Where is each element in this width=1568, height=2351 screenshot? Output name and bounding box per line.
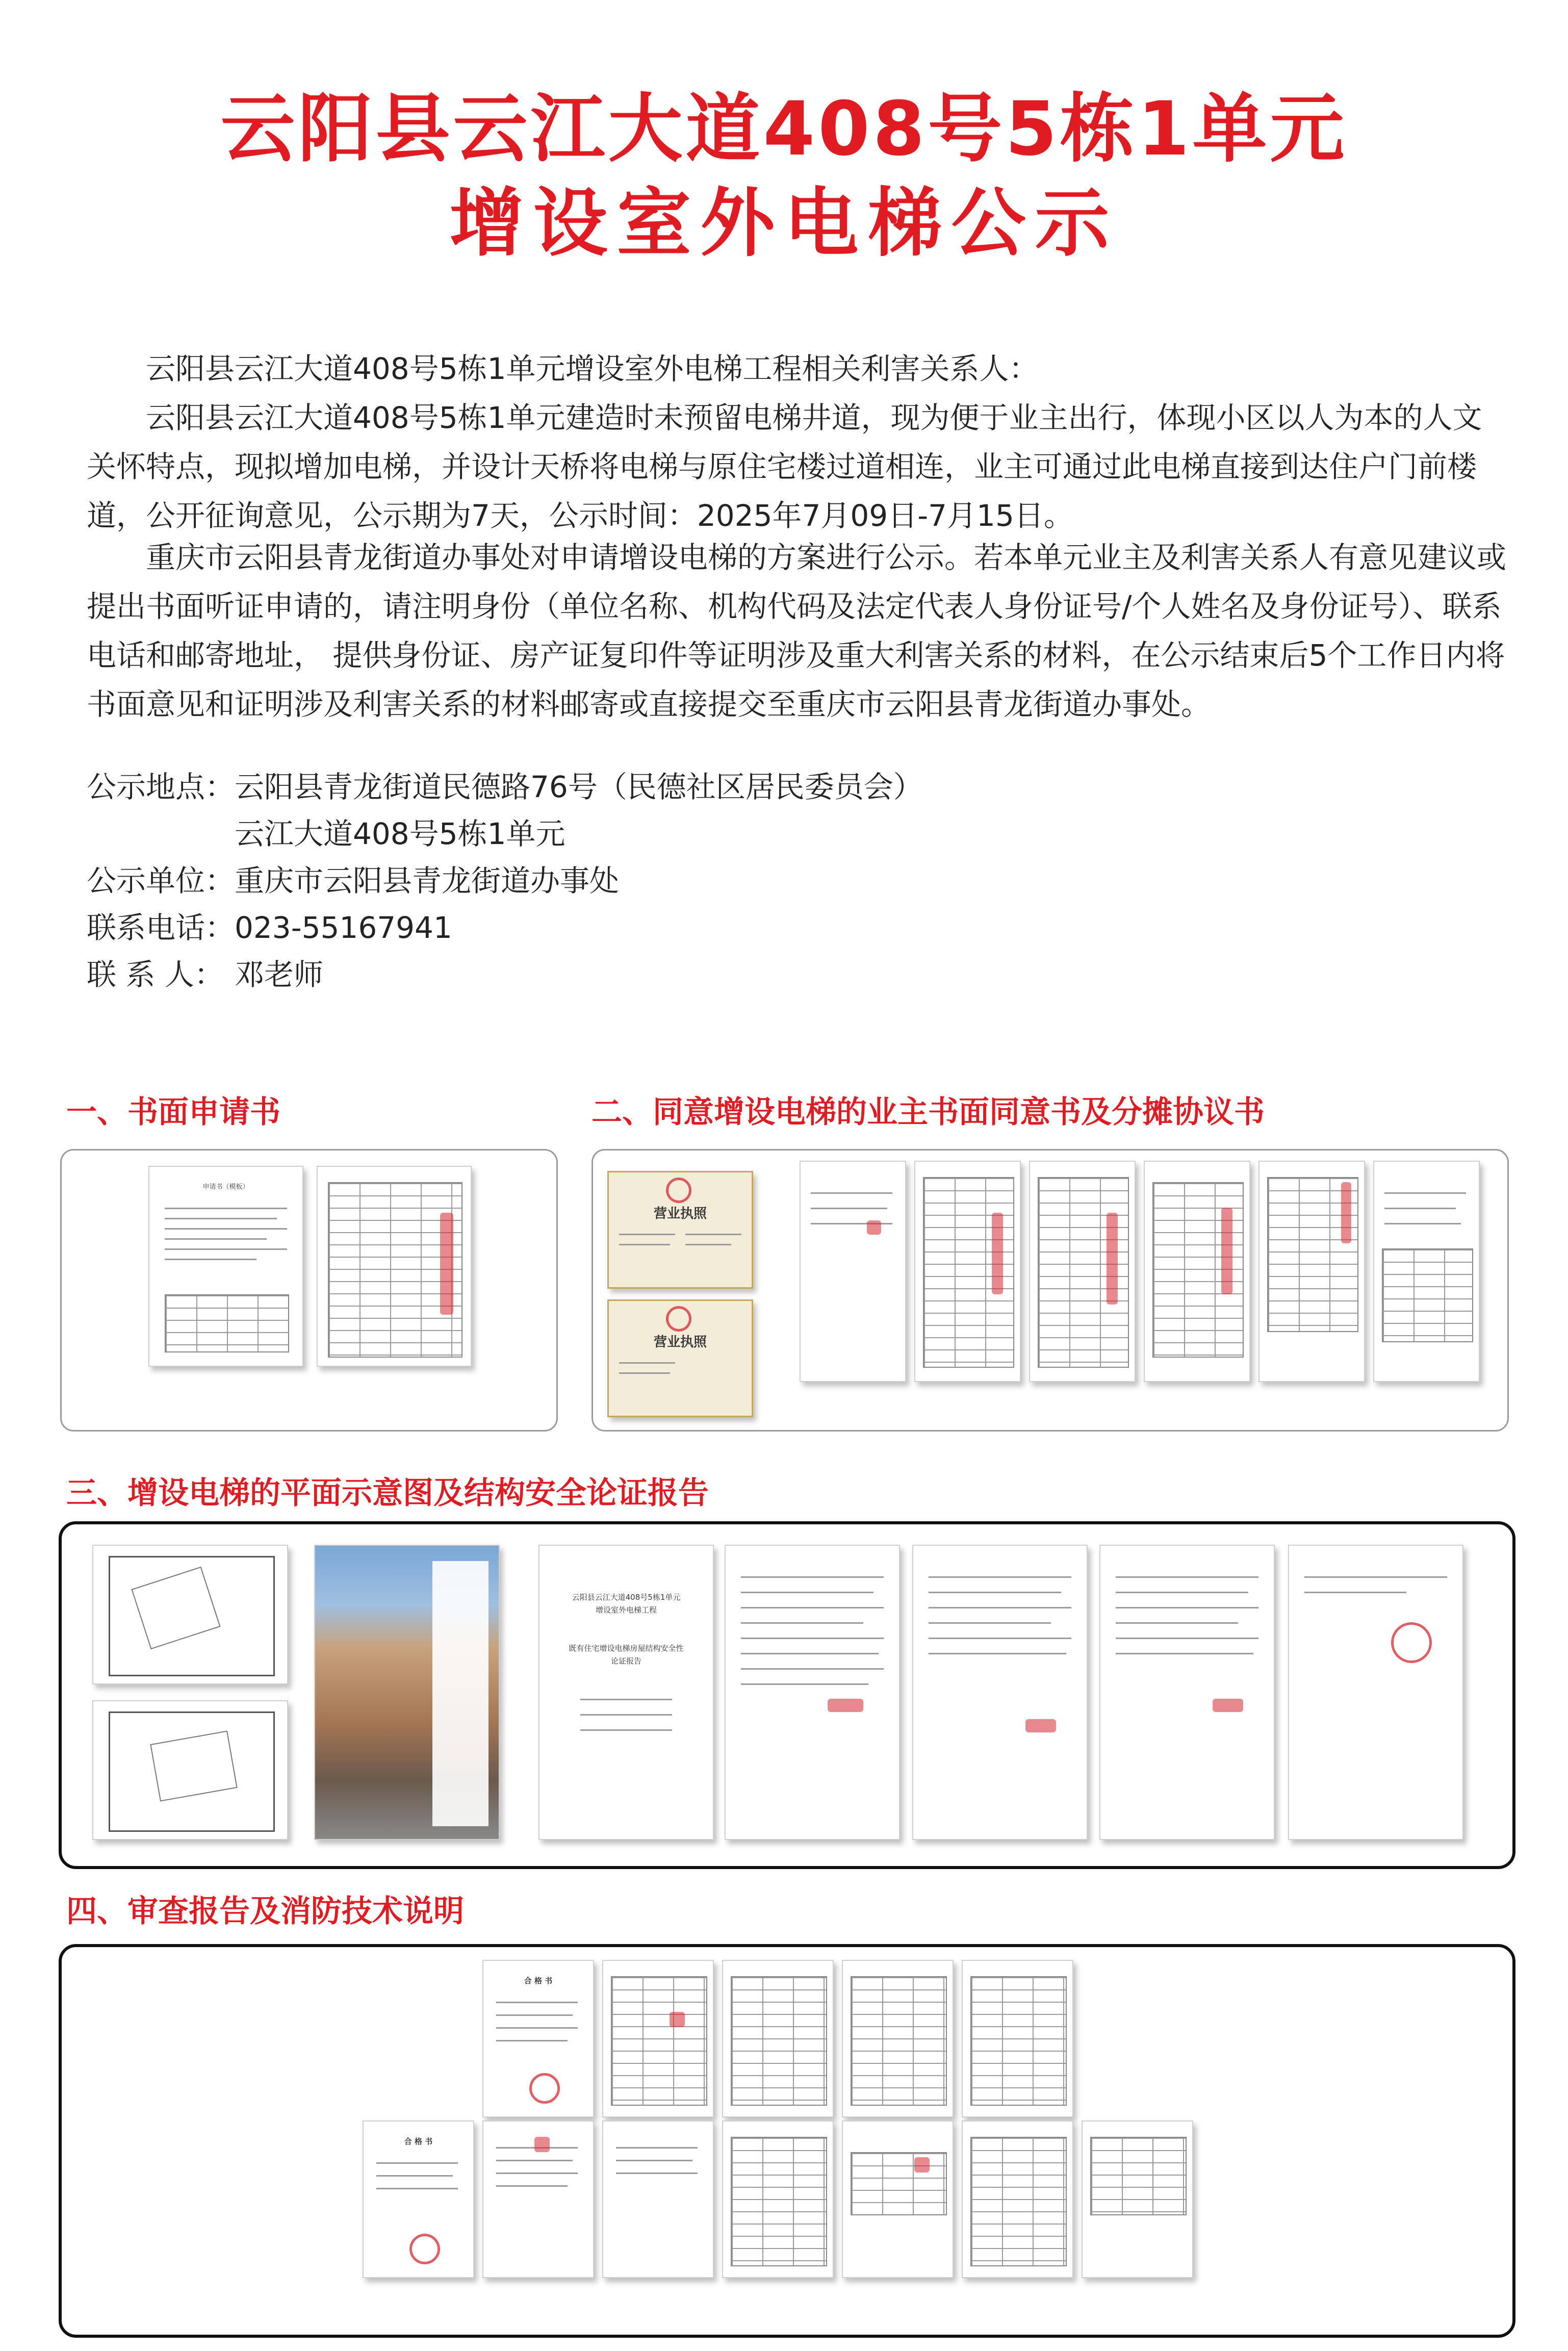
location-row <box>87 763 923 810</box>
building-photo <box>314 1545 500 1840</box>
review-form-3 <box>842 1960 954 2117</box>
consent-page-1 <box>800 1161 906 1382</box>
section-3-title: 三、增设电梯的平面示意图及结构安全论证报告 <box>66 1475 709 1511</box>
floor-plan-1 <box>92 1545 288 1684</box>
owner-signature-list <box>317 1166 472 1367</box>
location-value-1: 云阳县青龙街道民德路76号（民德社区居民委员会） <box>235 770 923 804</box>
section-2-title: 二、同意增设电梯的业主书面同意书及分摊协议书 <box>592 1094 1265 1130</box>
fire-doc-6 <box>1082 2120 1193 2278</box>
addressee-paragraph: 云阳县云江大道408号5栋1单元增设室外电梯工程相关利害关系人： <box>146 351 1039 386</box>
review-report-panel <box>59 1944 1515 2338</box>
report-title-line4: 论证报告 <box>610 1656 641 1666</box>
unit-label: 公示单位： <box>87 863 235 898</box>
certificate-2-title: 合 格 书 <box>404 2137 433 2146</box>
report-page-4 <box>1288 1545 1463 1840</box>
application-panel <box>60 1149 558 1432</box>
fire-doc-3 <box>722 2120 834 2278</box>
unit-row <box>87 857 923 904</box>
page-title-line2: 增设室外电梯公示 <box>449 180 1119 267</box>
location-row-2 <box>87 810 923 857</box>
section-1-title: 一、书面申请书 <box>66 1094 280 1130</box>
fire-doc-2 <box>602 2120 714 2278</box>
fire-doc-1 <box>482 2120 594 2278</box>
review-form-1 <box>602 1960 714 2117</box>
business-license-2 <box>607 1299 753 1417</box>
review-form-2 <box>722 1960 834 2117</box>
certificate-1-title: 合 格 书 <box>524 1976 553 1985</box>
unit-value: 重庆市云阳县青龙街道办事处 <box>235 863 620 898</box>
contact-label: 联 系 人： <box>87 957 224 992</box>
report-cover <box>538 1545 714 1840</box>
review-form-4 <box>962 1960 1073 2117</box>
application-document <box>148 1166 303 1367</box>
contact-row <box>87 951 923 998</box>
consent-page-2 <box>914 1161 1021 1382</box>
consent-page-6 <box>1373 1161 1480 1382</box>
business-license-1 <box>607 1171 753 1289</box>
license-2-title: 营业执照 <box>653 1335 707 1350</box>
background-paragraph: 云阳县云江大道408号5栋1单元建造时未预留电梯井道，现为便于业主出行，体现小区以人为本的人文关怀特点，现拟增加电梯，并设计天桥将电梯与原住宅楼过道相连，业主可通过此电梯直接到达住户门前楼道，公开征询意见，公示期为7天，公示时间：2025年7月09日-7月15日。 <box>87 400 1482 533</box>
contact-value: 邓老师 <box>235 957 324 992</box>
report-title-line2: 增设室外电梯工程 <box>595 1605 657 1615</box>
consent-page-4 <box>1144 1161 1250 1382</box>
fire-doc-5 <box>962 2120 1073 2278</box>
section-4-title: 四、审查报告及消防技术说明 <box>66 1894 464 1929</box>
consent-panel <box>592 1149 1509 1432</box>
report-page-3 <box>1099 1545 1275 1840</box>
report-page-1 <box>725 1545 900 1840</box>
phone-value: 023-55167941 <box>235 910 452 945</box>
consent-page-3 <box>1029 1161 1136 1382</box>
certificate-1 <box>482 1960 594 2117</box>
certificate-2 <box>363 2120 474 2278</box>
report-page-2 <box>912 1545 1088 1840</box>
notice-info <box>87 763 923 998</box>
page-title-line1: 云阳县云江大道408号5栋1单元 <box>220 86 1348 172</box>
floor-plan-2 <box>92 1700 288 1840</box>
consent-page-5 <box>1258 1161 1365 1382</box>
structural-report-panel <box>59 1521 1515 1869</box>
procedure-paragraph: 重庆市云阳县青龙街道办事处对申请增设电梯的方案进行公示。若本单元业主及利害关系人有意见建议或提出书面听证申请的，请注明身份（单位名称、机构代码及法定代表人身份证号/个人姓名及身份证号）、联系电话和邮寄地址， 提供身份证、房产证复印件等证明涉及重大利害关系的材料，在公示结束后5个工作日内将书面意见和证明涉及利害关系的材料邮寄或直接提交至重庆市云阳县青龙街道办事处。 <box>87 540 1507 722</box>
fire-doc-4 <box>842 2120 954 2278</box>
application-doc-title: 申请书（模板） <box>202 1183 249 1191</box>
location-value-2: 云江大道408号5栋1单元 <box>235 816 565 851</box>
location-label: 公示地点： <box>87 770 235 804</box>
phone-label: 联系电话： <box>87 910 235 945</box>
report-title-line1: 云阳县云江大道408号5栋1单元 <box>572 1593 681 1602</box>
phone-row <box>87 904 923 951</box>
license-1-title: 营业执照 <box>653 1206 707 1221</box>
report-title-line3: 既有住宅增设电梯房屋结构安全性 <box>569 1644 684 1653</box>
